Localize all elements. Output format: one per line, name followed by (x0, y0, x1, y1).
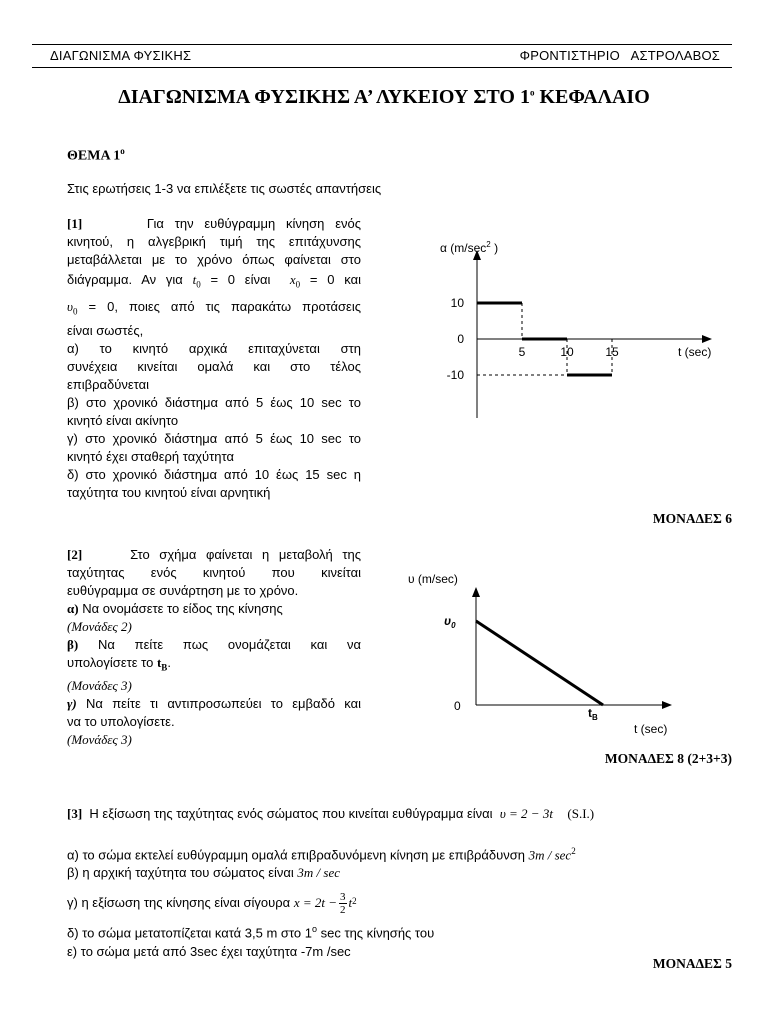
y-tick-label: 10 (450, 296, 464, 310)
x-axis-arrow (702, 335, 712, 343)
question-1: [1] Για την ευθύγραμμη κίνηση ενός κινητού, η αλγεβρική τιμή της επιτάχυνσης μεταβάλλεται με το χρόνο όπως φαίνεται στο διάγραμμα. Αν για $t_0 = 0$ είναι $x_0 = 0$ και $\upsilon_0 = 0$, ποιες από τις παρακάτω προτάσεις είναι σωστές, α) το κινητό αρχικά επιταχύνεται στη συνέχεια κινείται ομαλά και στο τέλος επιβραδύνεται β) στο χρονικό διάστημα από 5 έως 10 sec το κινητό είναι ακίνητο γ) στο χρονικό διάστημα από 5 έως 10 sec το κινητό έχει σταθερή ταχύτητα δ) στο χρονικό διάστημα από 10 έως 15 sec η ταχύτητα του κινητού είναι αρνητική (67, 216, 361, 501)
x-axis-label: t (sec) (634, 722, 668, 736)
chart1-layer (440, 240, 712, 418)
instructions: Στις ερωτήσεις 1-3 να επιλέξετε τις σωστές απαντήσεις (67, 181, 382, 196)
velocity-time-chart (408, 565, 690, 745)
y-tick-label: -10 (446, 368, 464, 382)
header-right: ΦΡΟΝΤΙΣΤΗΡΙΟ ΑΣΤΡΟΛΑΒΟΣ (519, 48, 720, 63)
y-axis-label: υ (m/sec) (408, 572, 458, 586)
y-axis-arrow (472, 587, 480, 597)
x-axis-arrow (662, 701, 672, 709)
velocity-line (476, 621, 603, 705)
v0-label: $\upsilon_0$ (444, 614, 456, 630)
y-tick-label: 0 (457, 332, 464, 346)
page-title: ΔΙΑΓΩΝΙΣΜΑ ΦΥΣΙΚΗΣ Α’ ΛΥΚΕΙΟΥ ΣΤΟ $1^o$ ΚΕΦΑΛΑΙΟ (118, 86, 650, 108)
section-heading: ΘΕΜΑ $1^o$ (67, 146, 125, 164)
tb-label: $t_B$ (588, 706, 598, 722)
question-2: [2] Στο σχήμα φαίνεται η μεταβολή της ταχύτητας ενός κινητού που κινείται ευθύγραμμα σε συνάρτηση με το χρόνο. α) Να ονομάσετε το είδος της κίνησης (Μονάδες 2) β) Να πείτε πως ονομάζεται και να υπολογίσετε το $t_B$. (Μονάδες 3) γ) Να πείτε τι αντιπροσωπεύει το εμβαδό και να το υπολογίσετε. (Μονάδες 3) (67, 547, 362, 747)
chart2-layer (408, 572, 672, 736)
question-number: [2] (67, 547, 83, 562)
zero-label: 0 (454, 699, 461, 713)
marks-q1: ΜΟΝΑΔΕΣ 6 (652, 511, 732, 526)
x-tick-label: 10 (560, 345, 574, 359)
acceleration-time-chart (420, 230, 730, 430)
x-axis-label: t (sec) (678, 345, 712, 359)
header-left: ΔΙΑΓΩΝΙΣΜΑ ΦΥΣΙΚΗΣ (50, 48, 192, 63)
marks-q3: ΜΟΝΑΔΕΣ 5 (652, 956, 732, 971)
question-number: [1] (67, 216, 83, 231)
question-3-options: α) το σώμα εκτελεί ευθύγραμμη ομαλά επιβραδυνόμενη κίνηση με επιβράδυνση $3m / \sec^2$ β) η αρχική ταχύτητα του σώματος είναι 3m / sec γ) η εξίσωση της κίνησης είναι σίγουρα x = 2t − $\frac{3}{2}$ t 2 δ) το σώμα μετατοπίζεται κατά 3,5 m στο $1^o$ sec της κίνησής του ε) το σώμα μετά από 3sec έχει ταχύτητα -7m /sec (67, 846, 576, 959)
y-axis-label: α ($m/\sec^2$ ) (440, 240, 499, 255)
marks-q2: ΜΟΝΑΔΕΣ 8 (2+3+3) (604, 751, 732, 766)
question-number: [3] (67, 806, 83, 821)
x-tick-label: 15 (605, 345, 619, 359)
page-header (32, 44, 732, 68)
question-3: [3] Η εξίσωση της ταχύτητας ενός σώματος που κινείται ευθύγραμμα είναι υ = 2 − 3t (S.I.) (67, 806, 595, 821)
x-tick-label: 5 (518, 345, 526, 359)
